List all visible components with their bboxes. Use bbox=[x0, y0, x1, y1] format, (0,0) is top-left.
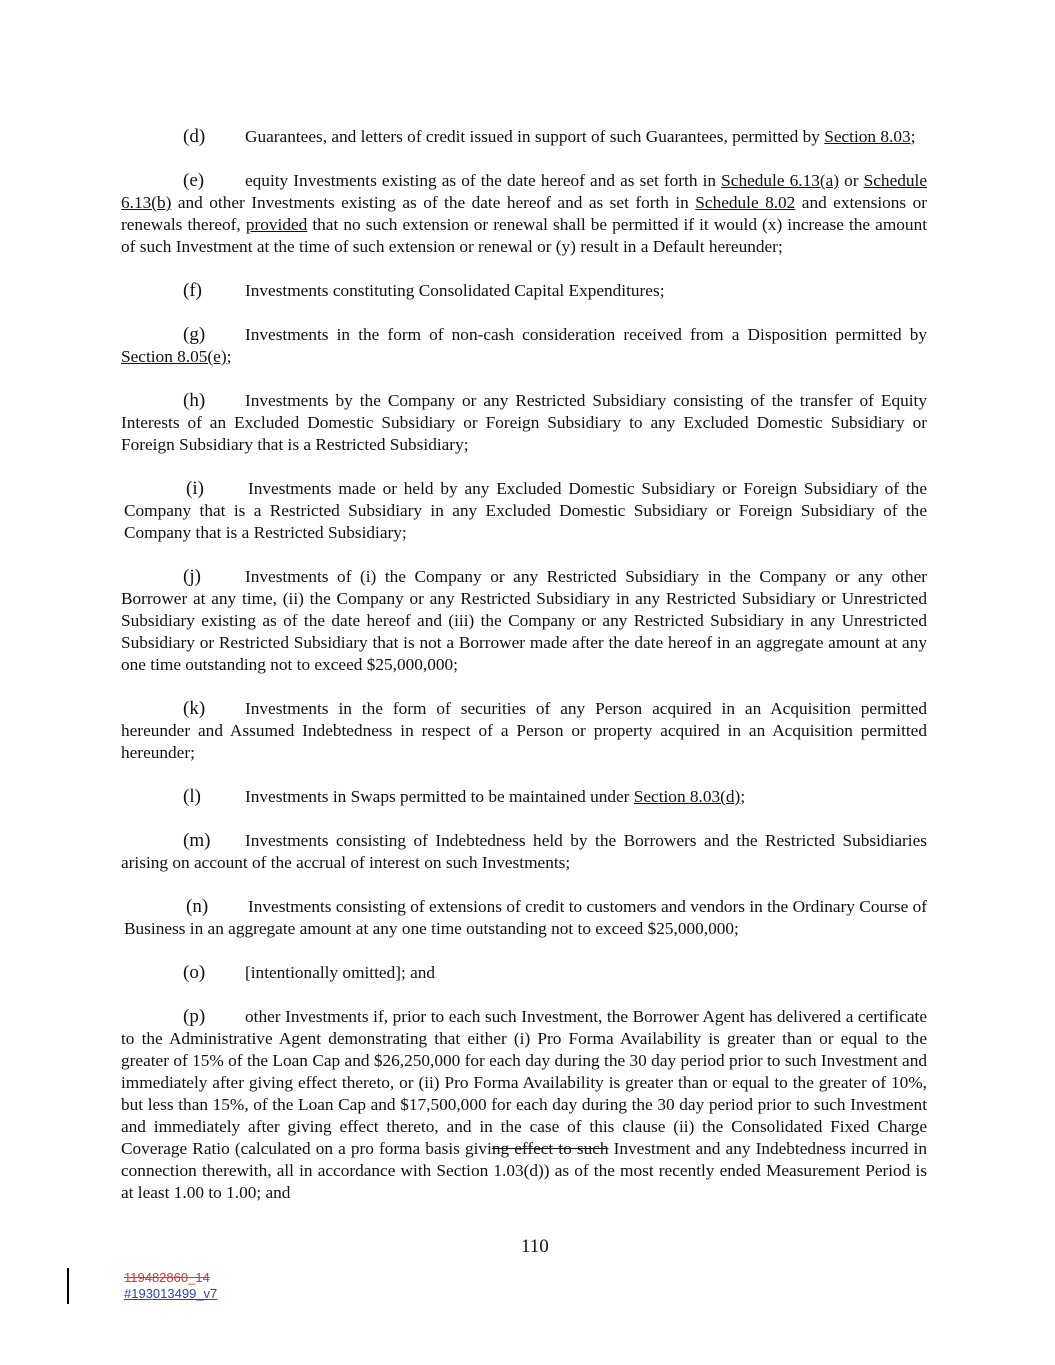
cross-reference-link: Section 8.03(d) bbox=[633, 787, 741, 806]
inserted-document-id: #193013499_v7 bbox=[124, 1286, 218, 1301]
clause-text: Investments constituting Consolidated Capital Expenditures; bbox=[245, 281, 665, 300]
clause-paragraph bbox=[121, 390, 927, 456]
clause-paragraph bbox=[121, 1006, 927, 1204]
clause-paragraph bbox=[121, 324, 927, 368]
page-number: 110 bbox=[521, 1236, 549, 1257]
document-body bbox=[121, 126, 927, 1226]
clause-paragraph bbox=[121, 126, 927, 148]
clause-paragraph bbox=[121, 896, 927, 940]
clause-text: [intentionally omitted]; and bbox=[245, 963, 436, 982]
clause-label: (e) bbox=[183, 170, 205, 191]
clause-label: (k) bbox=[183, 698, 206, 719]
clause-text: and other Investments existing as of the date hereof and as set forth in bbox=[171, 193, 696, 212]
clause-label: (g) bbox=[183, 324, 206, 345]
clause-label: (d) bbox=[183, 126, 206, 147]
cross-reference-link: Section 8.03 bbox=[824, 127, 911, 146]
clause-label: (p) bbox=[183, 1006, 206, 1027]
clause-label: (m) bbox=[183, 830, 211, 851]
clause-label: (h) bbox=[183, 390, 206, 411]
clause-label: (f) bbox=[183, 280, 202, 301]
cross-reference-link: Schedule 8.02 bbox=[695, 193, 796, 212]
clause-text: ; bbox=[910, 127, 916, 146]
clause-paragraph bbox=[121, 830, 927, 874]
clause-text: Investments in the form of non-cash consideration received from a Disposition permitted by bbox=[245, 325, 927, 344]
change-bar bbox=[67, 1268, 69, 1304]
cross-reference-link: Schedule 6.13(a) bbox=[721, 171, 840, 190]
clause-label: (l) bbox=[183, 786, 201, 807]
clause-text: Investments consisting of Indebtedness held by the Borrowers and the Restricted Subsidiaries arising on account of the accrual of interest on such Investments; bbox=[121, 831, 927, 872]
clause-text: ; bbox=[226, 347, 232, 366]
clause-label: (i) bbox=[186, 478, 204, 499]
clause-text: Investments by the Company or any Restricted Subsidiary consisting of the transfer of Equity Interests of an Excluded Domestic Subsidiary or Foreign Subsidiary to any Excluded Domestic Subsidiary or Foreign Subsidiary that is a Restricted Subsidiary; bbox=[121, 391, 927, 454]
clause-text: or bbox=[839, 171, 864, 190]
deleted-document-id: 119482860_14 bbox=[124, 1270, 210, 1285]
deleted-text: ng effect to such bbox=[491, 1139, 609, 1158]
clause-text: Investments consisting of extensions of credit to customers and vendors in the Ordinary Course of Business in an aggregate amount at any one time outstanding not to exceed $25,000,000; bbox=[124, 897, 927, 938]
clause-paragraph bbox=[121, 566, 927, 676]
clause-text: Investments in Swaps permitted to be maintained under bbox=[245, 787, 634, 806]
clause-text: Investments of (i) the Company or any Restricted Subsidiary in the Company or any other Borrower at any time, (ii) the Company or any Restricted Subsidiary in any Restricted Subsidiary or Unrestricted Subsidiary existing as of the date hereof and (iii) the Company or any Restricted Subsidiary in any Unrestricted Subsidiary or Restricted Subsidiary that is not a Borrower made after the date hereof in an aggregate amount at any one time outstanding not to exceed $25,000,000; bbox=[121, 567, 927, 674]
cross-reference-link: Schedule 6.13(b) bbox=[121, 171, 927, 212]
clause-text: that no such extension or renewal shall be permitted if it would (x) increase the amount of such Investment at the time of such extension or renewal or (y) result in a Default hereunder; bbox=[121, 215, 928, 256]
cross-reference-link: Section 8.05(e) bbox=[121, 347, 227, 366]
clause-text: Investments made or held by any Excluded Domestic Subsidiary or Foreign Subsidiary of the Company that is a Restricted Subsidiary in any Excluded Domestic Subsidiary or Foreign Subsidiary of the Company that is a Restricted Subsidiary; bbox=[124, 479, 927, 542]
clause-paragraph bbox=[121, 698, 927, 764]
clause-text: and extensions or renewals thereof, bbox=[121, 193, 927, 234]
clause-label: (o) bbox=[183, 962, 206, 983]
clause-paragraph bbox=[121, 280, 927, 302]
clause-paragraph bbox=[121, 170, 927, 258]
clause-paragraph bbox=[121, 962, 927, 984]
clause-text: Guarantees, and letters of credit issued in support of such Guarantees, permitted by bbox=[245, 127, 825, 146]
clause-paragraph bbox=[121, 786, 927, 808]
clause-text: ; bbox=[740, 787, 746, 806]
clause-label: (j) bbox=[183, 566, 201, 587]
clause-text: other Investments if, prior to each such Investment, the Borrower Agent has delivered a certificate to the Administrative Agent demonstrating that either (i) Pro Forma Availability is greater than or equal to the greater of 15% of the Loan Cap and $26,250,000 for each day during the 30 day period prior to such Investment and immediately after giving effect thereto, or (ii) Pro Forma Availability is greater than or equal to the greater of 10%, but less than 15%, of the Loan Cap and $17,500,000 for each day during the 30 day period prior to such Investment and immediately after giving effect thereto, and in the case of this clause (ii) the Consolidated Fixed Charge Coverage Ratio (calculated on a pro forma basis givi bbox=[121, 1007, 927, 1158]
clause-label: (n) bbox=[186, 896, 209, 917]
clause-text: Investments in the form of securities of any Person acquired in an Acquisition permitted hereunder and Assumed Indebtedness in respect of a Person or property acquired in an Acquisition permitted hereunder; bbox=[121, 699, 927, 762]
cross-reference-link: provided bbox=[245, 215, 308, 234]
clause-text: equity Investments existing as of the date hereof and as set forth in bbox=[245, 171, 722, 190]
clause-text: Investment and any Indebtedness incurred in connection therewith, all in accordance with Section 1.03(d)) as of the most recently ended Measurement Period is at least 1.00 to 1.00; and bbox=[121, 1139, 927, 1202]
clause-paragraph bbox=[121, 478, 927, 544]
